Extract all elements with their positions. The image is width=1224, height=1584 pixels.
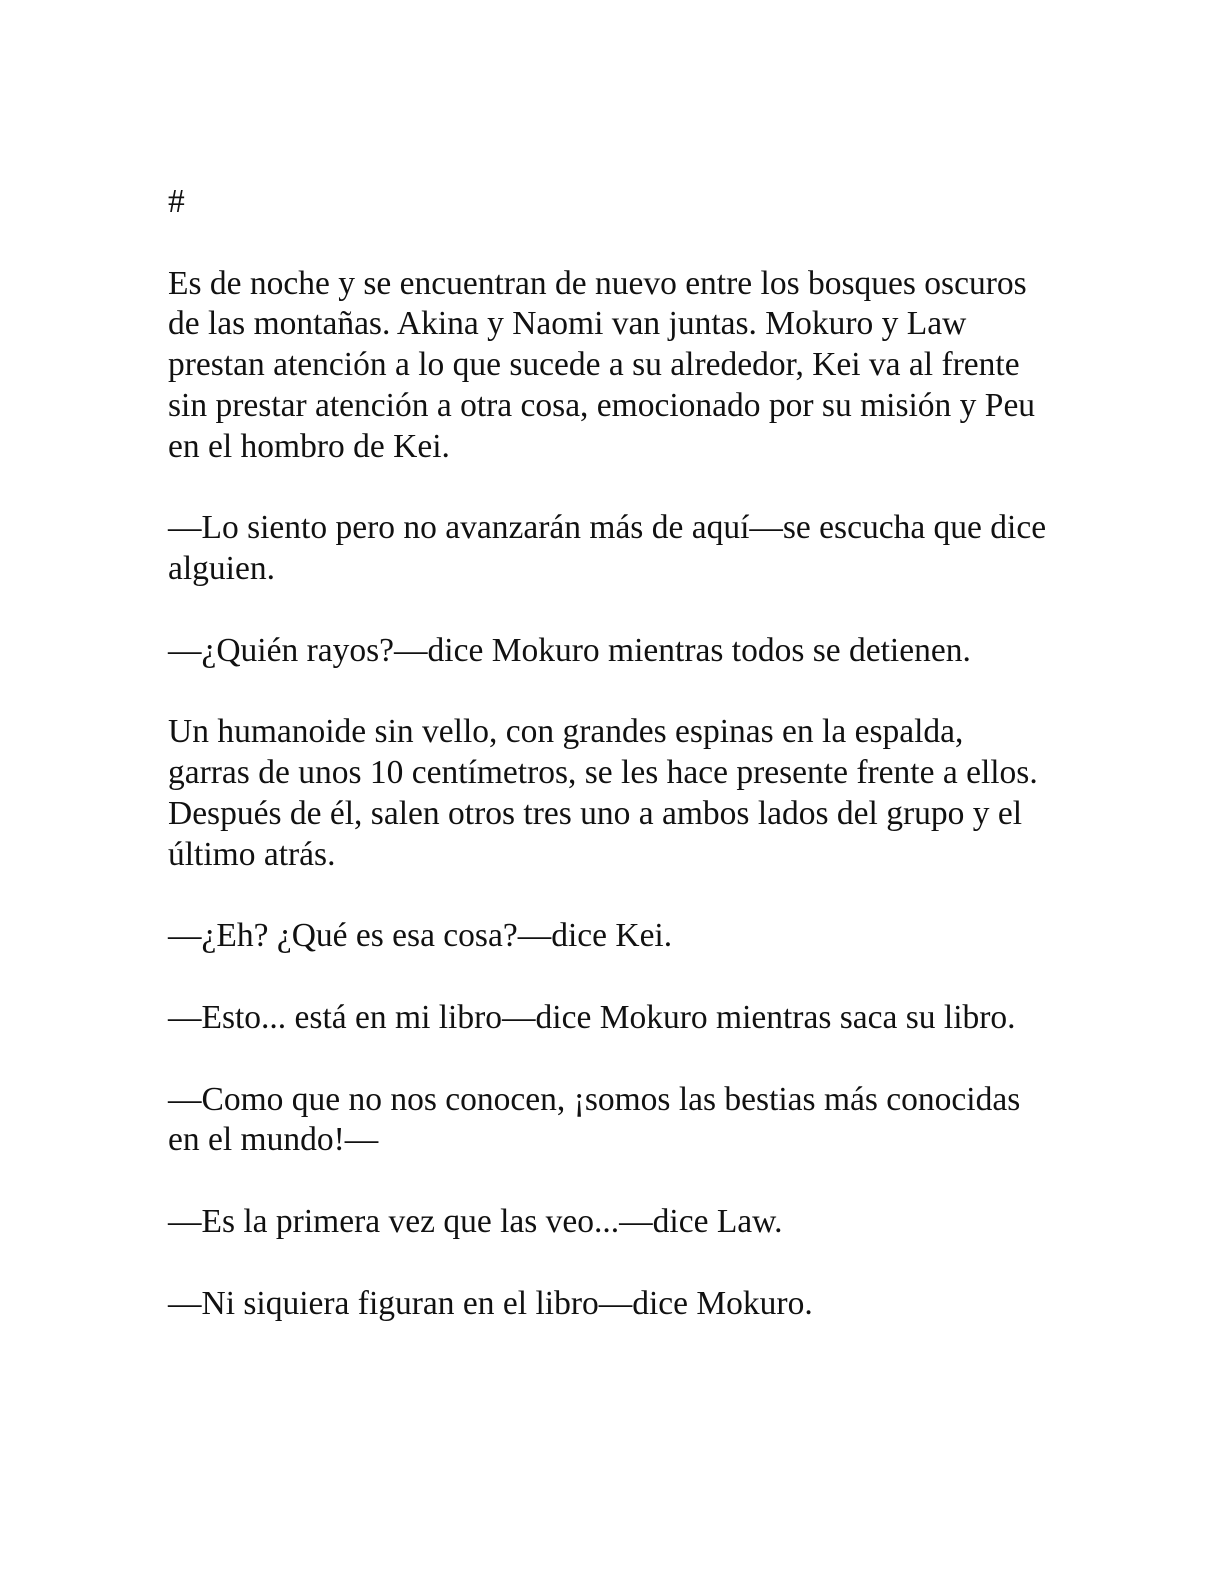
- narration-paragraph: Es de noche y se encuentran de nuevo entre los bosques oscuros de las montañas. Akina y Naomi van juntas. Mokuro y Law prestan atención a lo que sucede a su alrededor, Kei va al frente sin prestar atención a otra cosa, emocionado por su misión y Peu en el hombro de Kei.: [168, 264, 1036, 465]
- dialogue-paragraph: —Lo siento pero no avanzarán más de aquí—se escucha que dice alguien.: [168, 509, 1047, 588]
- dialogue-paragraph: —Como que no nos conocen, ¡somos las bestias más conocidas en el mundo!—: [168, 1080, 1021, 1159]
- narration-paragraph: Un humanoide sin vello, con grandes espinas en la espalda, garras de unos 10 centímetros, se les hace presente frente a ellos. Después de él, salen otros tres uno a ambos lados del grupo y el último atrás.: [168, 713, 1038, 873]
- dialogue-paragraph: —¿Quién rayos?—dice Mokuro mientras todos se detienen.: [168, 631, 971, 669]
- dialogue-paragraph: —Esto... está en mi libro—dice Mokuro mientras saca su libro.: [168, 998, 1016, 1036]
- dialogue-paragraph: —¿Eh? ¿Qué es esa cosa?—dice Kei.: [168, 917, 673, 955]
- dialogue-paragraph: —Es la primera vez que las veo...—dice Law.: [168, 1202, 783, 1240]
- section-marker: #: [168, 183, 185, 220]
- dialogue-paragraph: —Ni siquiera figuran en el libro—dice Mokuro.: [168, 1284, 813, 1322]
- document-page: [168, 182, 1048, 1365]
